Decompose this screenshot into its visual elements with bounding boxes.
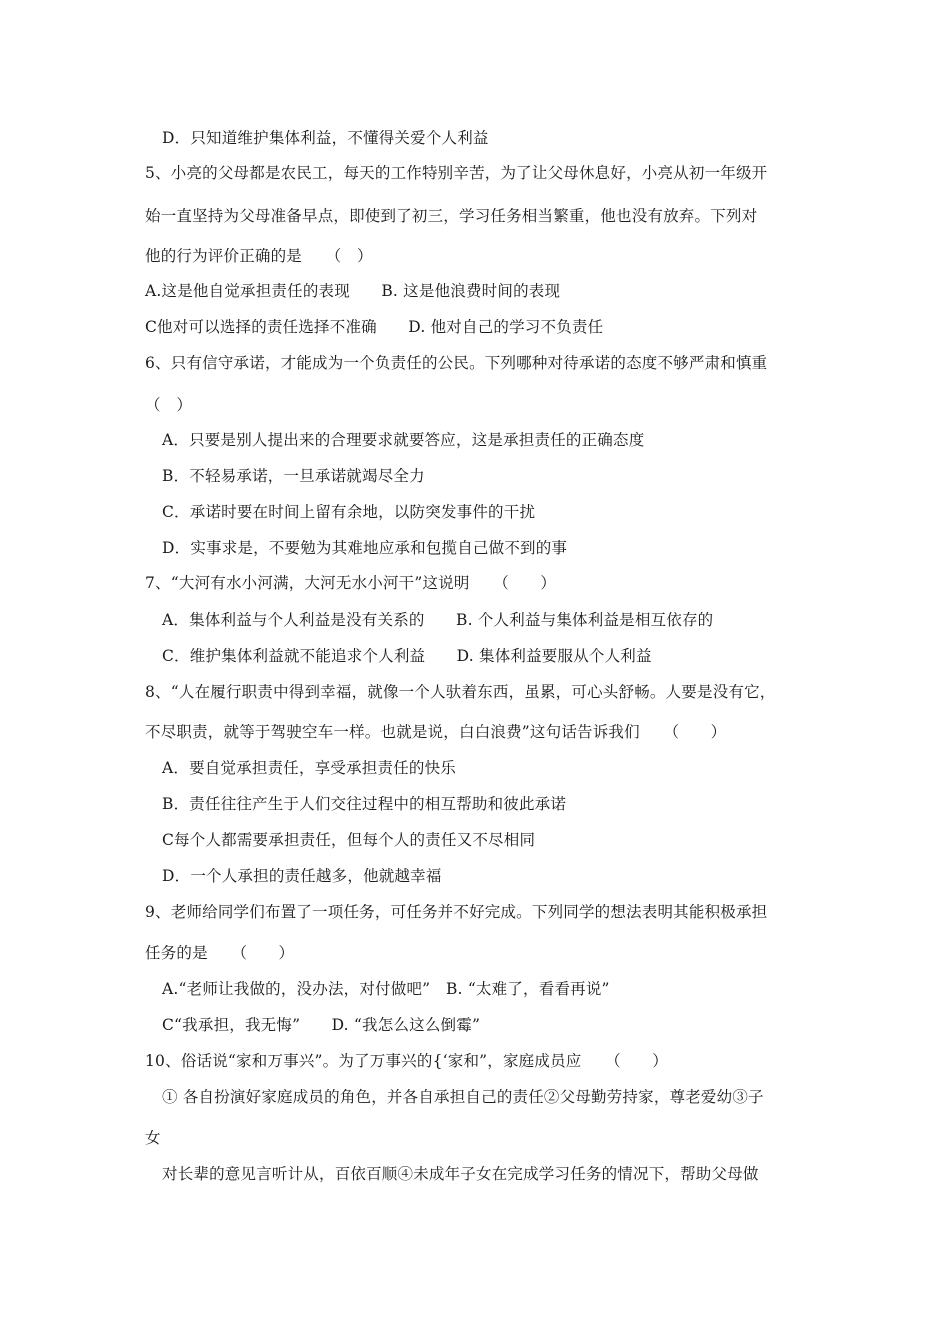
q5-stem-line-1: 5、小亮的父母都是农民工，每天的工作特别辛苦，为了让父母休息好，小亮从初一年级开	[145, 164, 768, 182]
q9-stem-line-2: 任务的是 （ ）	[145, 944, 295, 962]
q9-options-cd: C“我承担，我无悔” D. “我怎么这么倒霉”	[162, 1016, 481, 1034]
q9-stem-line-1: 9、老师给同学们布置了一项任务，可任务并不好完成。下列同学的想法表明其能积极承担	[145, 903, 768, 921]
q7-options-cd: C．维护集体利益就不能追求个人利益 D. 集体利益要服从个人利益	[162, 647, 652, 665]
q4-option-d: D．只知道维护集体利益，不懂得关爱个人利益	[162, 129, 489, 147]
q6-answer-blank: （ ）	[145, 396, 193, 414]
q5-stem-line-3: 他的行为评价正确的是 （ ）	[145, 247, 373, 265]
q6-stem: 6、只有信守承诺，才能成为一个负责任的公民。下列哪种对待承诺的态度不够严肃和慎重	[145, 354, 768, 372]
q8-option-d: D．一个人承担的责任越多，他就越幸福	[162, 867, 442, 885]
q8-option-b: B．责任往往产生于人们交往过程中的相互帮助和彼此承诺	[162, 795, 567, 813]
q8-option-a: A．要自觉承担责任，享受承担责任的快乐	[162, 759, 456, 777]
q6-option-c: C．承诺时要在时间上留有余地，以防突发事件的干扰	[162, 503, 536, 521]
q8-option-c: C每个人都需要承担责任，但每个人的责任又不尽相同	[162, 831, 536, 849]
q6-option-b: B．不轻易承诺，一旦承诺就竭尽全力	[162, 467, 425, 485]
q10-statements-line-2: 女	[145, 1129, 161, 1147]
q6-option-d: D．实事求是，不要勉为其难地应承和包揽自己做不到的事	[162, 539, 568, 557]
q5-stem-line-2: 始一直坚持为父母准备早点，即使到了初三，学习任务相当繁重，他也没有放弃。下列对	[145, 207, 758, 225]
q9-options-ab: A.“老师让我做的，没办法，对付做吧” B. “太难了，看看再说”	[162, 980, 610, 998]
q6-option-a: A．只要是别人提出来的合理要求就要答应，这是承担责任的正确态度	[162, 431, 645, 449]
q10-stem: 10、俗话说“家和万事兴”。为了万事兴的{‘家和”，家庭成员应 （ ）	[145, 1052, 668, 1070]
q10-statements-line-1: ① 各自扮演好家庭成员的角色，并各自承担自己的责任②父母勤劳持家，尊老爱幼③子	[162, 1088, 764, 1106]
q8-stem-line-2: 不尽职责，就等于驾驶空车一样。也就是说，白白浪费”这句话告诉我们 （ ）	[145, 723, 727, 741]
q5-options-cd: C他对可以选择的责任选择不准确 D. 他对自己的学习不负责任	[145, 318, 604, 336]
q7-stem: 7、“大河有水小河满，大河无水小河干”这说明 （ ）	[145, 574, 557, 592]
q5-options-ab: A.这是他自觉承担责任的表现 B. 这是他浪费时间的表现	[145, 282, 561, 300]
q8-stem-line-1: 8、“人在履行职责中得到幸福，就像一个人驮着东西，虽累，可心头舒畅。人要是没有它，	[145, 683, 776, 701]
q7-options-ab: A．集体利益与个人利益是没有关系的 B. 个人利益与集体利益是相互依存的	[162, 611, 714, 629]
q10-statements-line-3: 对长辈的意见言听计从，百依百顺④未成年子女在完成学习任务的情况下，帮助父母做	[162, 1165, 759, 1183]
